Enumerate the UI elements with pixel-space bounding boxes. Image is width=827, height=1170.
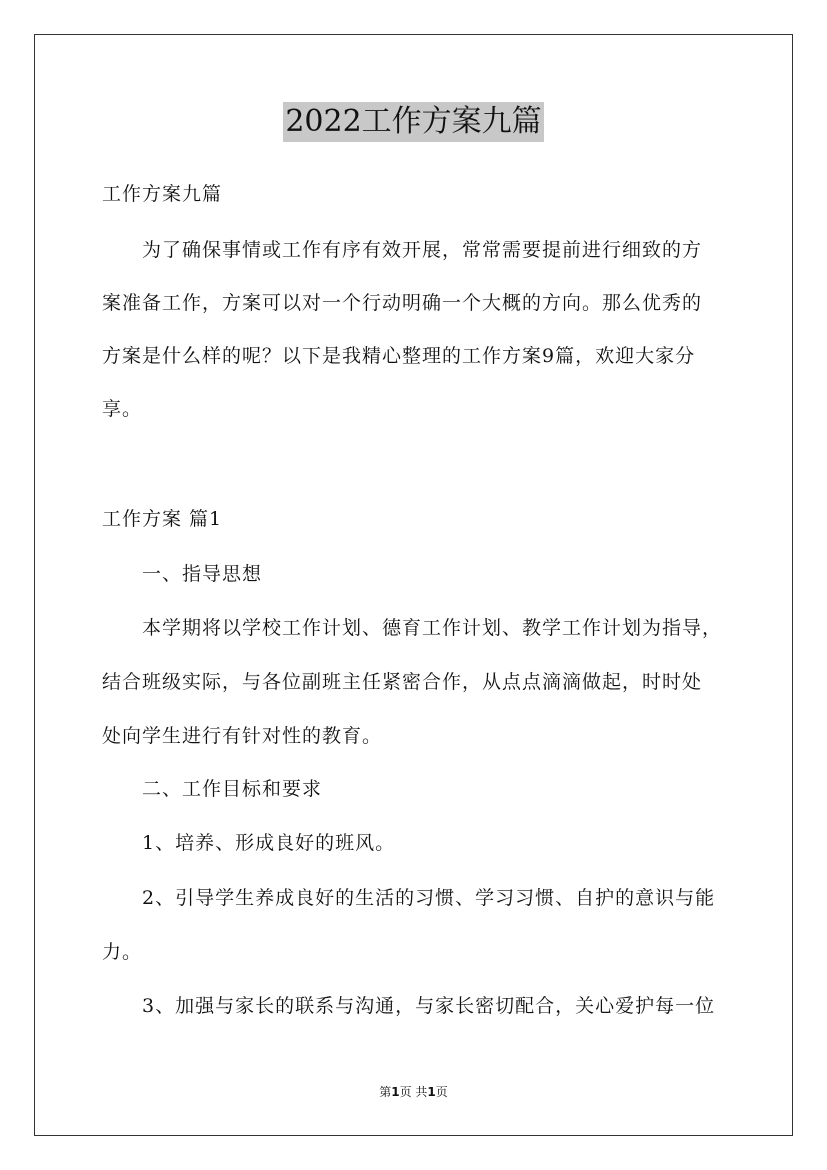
item-3: 3、加强与家长的联系与沟通，与家长密切配合，关心爱护每一位 xyxy=(142,995,716,1017)
item-2-line-1: 2、引导学生养成良好的生活的习惯、学习习惯、自护的意识与能 xyxy=(142,887,716,909)
title-container xyxy=(0,102,827,142)
footer-suffix: 页 xyxy=(435,1085,448,1099)
footer-page-number: 1 xyxy=(391,1085,400,1099)
footer-page-total: 1 xyxy=(427,1085,436,1099)
page-footer xyxy=(0,1084,827,1100)
footer-mid: 页 共 xyxy=(399,1085,428,1099)
item-1: 1、培养、形成良好的班风。 xyxy=(142,832,396,854)
intro-line-2: 案准备工作，方案可以对一个行动明确一个大概的方向。那么优秀的 xyxy=(102,292,703,314)
part1-heading: 一、指导思想 xyxy=(142,563,263,585)
footer-prefix: 第 xyxy=(379,1085,392,1099)
intro-line-4: 享。 xyxy=(102,398,143,420)
part1-line-1: 本学期将以学校工作计划、德育工作计划、教学工作计划为指导， xyxy=(142,617,723,639)
document-title: 2022工作方案九篇 xyxy=(283,102,543,142)
part1-line-3: 处向学生进行有针对性的教育。 xyxy=(102,725,383,747)
subtitle: 工作方案九篇 xyxy=(102,183,223,205)
part1-line-2: 结合班级实际，与各位副班主任紧密合作，从点点滴滴做起，时时处 xyxy=(102,671,703,693)
intro-line-3: 方案是什么样的呢？以下是我精心整理的工作方案9篇，欢迎大家分 xyxy=(102,345,696,367)
intro-line-1: 为了确保事情或工作有序有效开展，常常需要提前进行细致的方 xyxy=(142,239,703,261)
section-heading: 工作方案 篇1 xyxy=(102,508,223,530)
item-2-line-2: 力。 xyxy=(102,941,143,963)
part2-heading: 二、工作目标和要求 xyxy=(142,778,323,800)
